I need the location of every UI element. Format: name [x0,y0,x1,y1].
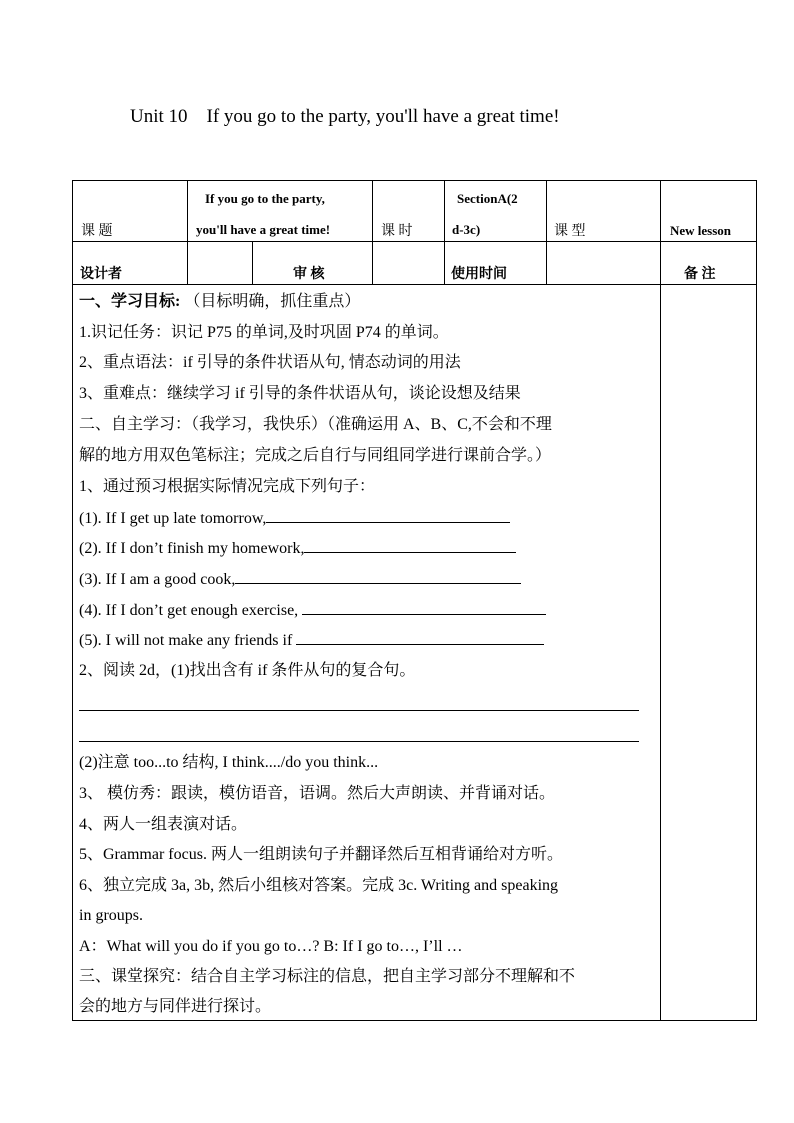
date-label: 使用时间 [451,267,507,282]
self-study-line-2: 解的地方用双色笔标注；完成之后自行与同组同学进行课前合学。） [79,447,552,464]
sentence-5 [79,630,544,651]
notes-label: 备 注 [684,267,716,282]
answer-blank-4[interactable] [302,600,546,615]
topic-value-line2: you'll have a great time! [196,222,331,237]
sentence-3 [79,569,521,590]
answer-blank-2[interactable] [304,538,516,553]
goals-subheading: （目标明确，抓住重点） [184,293,361,310]
section-value-line2: d-3c) [452,222,481,237]
sentence-2 [79,538,516,559]
sentence-3-text: (3). If I am a good cook, [79,571,236,588]
type-label: 课 型 [554,224,586,239]
table-divider [372,180,373,284]
table-divider [546,180,547,284]
task-4: 4、两人一组表演对话。 [79,816,248,833]
section-value-line1: SectionA(2 [457,191,518,206]
explore-line-2: 会的地方与同伴进行探讨。 [79,998,272,1015]
topic-label: 课 题 [81,224,113,239]
sentence-1 [79,508,510,529]
task-1: 1、通过预习根据实际情况完成下列句子： [79,478,376,495]
task-6-line-2: in groups. [79,907,143,924]
answer-line-1[interactable] [79,710,639,711]
review-label: 审 核 [293,267,325,282]
dialogue-prompt: A：What will you do if you go to…? B: If I go to…, I’ll … [79,938,463,955]
task-2-note: (2)注意 too...to 结构, I think..../do you think... [79,754,379,771]
goals-heading-row [79,292,360,312]
answer-blank-1[interactable] [266,508,510,523]
answer-line-2[interactable] [79,741,639,742]
task-6-line-1: 6、独立完成 3a, 3b, 然后小组核对答案。完成 3c. Writing and speaking [79,877,559,894]
table-divider [72,284,757,285]
page-title: Unit 10 If you go to the party, you'll have a great time! [130,106,560,127]
sentence-5-text: (5). I will not make any friends if [79,632,297,649]
task-2: 2、阅读 2d，(1)找出含有 if 条件从句的复合句。 [79,662,416,679]
table-divider [660,180,661,1021]
table-divider [72,241,757,242]
sentence-1-text: (1). If I get up late tomorrow, [79,510,267,527]
explore-line-1: 三、课堂探究：结合自主学习标注的信息，把自主学习部分不理解和不 [79,968,576,985]
goal-1: 1.识记任务：识记 P75 的单词,及时巩固 P74 的单词。 [79,324,449,341]
topic-value-line1: If you go to the party, [205,191,325,206]
period-label: 课 时 [381,224,413,239]
goals-heading: 一、学习目标: [79,293,185,310]
sentence-4 [79,600,546,621]
table-divider [444,180,445,284]
answer-blank-5[interactable] [296,630,544,645]
type-value: New lesson [670,223,732,238]
task-5: 5、Grammar focus. 两人一组朗读句子并翻译然后互相背诵给对方听。 [79,846,563,863]
self-study-line-1: 二、自主学习：（我学习，我快乐）（准确运用 A、B、C,不会和不理 [79,416,552,433]
goal-2: 2、重点语法：if 引导的条件状语从句, 情态动词的用法 [79,354,461,371]
goal-3: 3、重难点：继续学习 if 引导的条件状语从句，谈论设想及结果 [79,385,521,402]
sentence-2-text: (2). If I don’t finish my homework, [79,540,305,557]
table-divider [187,180,188,284]
task-3: 3、 模仿秀：跟读，模仿语音，语调。然后大声朗读、并背诵对话。 [79,785,556,802]
sentence-4-text: (4). If I don’t get enough exercise, [79,602,303,619]
table-divider [252,241,253,284]
designer-label: 设计者 [80,267,122,282]
answer-blank-3[interactable] [235,569,521,584]
